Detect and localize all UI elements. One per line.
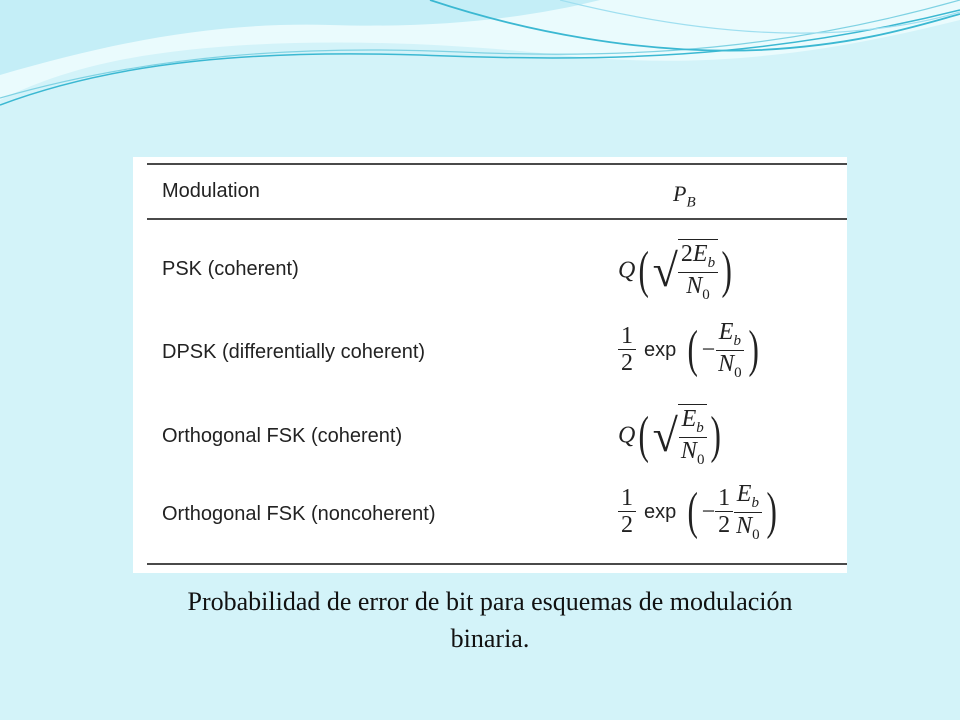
rparen: ) <box>748 321 759 379</box>
energy: E <box>736 481 752 507</box>
rparen: ) <box>710 406 722 464</box>
q-function: Q <box>618 257 636 284</box>
numerator <box>678 242 718 273</box>
pb-symbol: P <box>673 181 687 206</box>
noise: N <box>718 350 735 377</box>
numerator: 1 <box>618 324 636 350</box>
energy: E <box>681 406 697 432</box>
noise: N <box>680 437 697 464</box>
half-fraction <box>618 324 636 377</box>
noise-sub: 0 <box>752 526 760 543</box>
table-header-rule <box>147 218 847 220</box>
numerator <box>679 407 707 438</box>
numerator: 1 <box>715 486 733 512</box>
noise-sub: 0 <box>696 451 705 468</box>
row-fsk-coherent-formula <box>618 404 725 468</box>
fraction <box>678 242 718 303</box>
header-modulation: Modulation <box>162 180 260 202</box>
table-top-rule <box>147 163 847 165</box>
lparen: ( <box>687 483 699 541</box>
exp-function: exp <box>644 338 677 361</box>
table-bottom-rule <box>147 563 847 565</box>
pb-subscript: B <box>686 194 696 211</box>
lparen: ( <box>638 406 650 464</box>
sqrt <box>653 404 708 468</box>
denominator <box>733 513 763 543</box>
noise: N <box>686 272 703 299</box>
radicand <box>678 239 718 303</box>
row-psk-label: PSK (coherent) <box>162 258 299 280</box>
slide-caption: Probabilidad de error de bit para esquemas de modulación binaria. <box>187 587 793 653</box>
rparen: ) <box>766 483 777 541</box>
lparen: ( <box>687 321 699 379</box>
noise-sub: 0 <box>734 364 742 381</box>
radical: √ <box>652 244 678 296</box>
minus-sign: − <box>701 336 716 363</box>
half-fraction <box>618 486 636 539</box>
lparen: ( <box>638 241 650 299</box>
radicand <box>678 404 708 468</box>
row-fsk-coherent-label: Orthogonal FSK (coherent) <box>162 425 403 447</box>
denominator <box>715 351 745 381</box>
energy: E <box>692 241 708 267</box>
error-probability-table <box>133 157 847 573</box>
noise-sub: 0 <box>702 286 710 303</box>
fraction <box>715 320 745 381</box>
row-psk-formula <box>618 239 735 303</box>
radical: √ <box>652 409 678 461</box>
header-pb <box>673 181 696 211</box>
fraction <box>733 482 763 543</box>
denominator: 2 <box>621 512 633 539</box>
energy-sub: b <box>733 332 741 349</box>
denominator: 2 <box>718 512 731 539</box>
row-dpsk-label: DPSK (differentially coherent) <box>162 341 426 363</box>
coef: 2 <box>680 241 693 267</box>
energy: E <box>718 319 734 345</box>
denominator <box>678 438 708 468</box>
numerator <box>734 482 762 513</box>
energy-sub: b <box>707 254 716 271</box>
row-dpsk-formula <box>618 320 762 381</box>
numerator <box>716 320 744 351</box>
energy-sub: b <box>751 494 759 511</box>
minus-sign: − <box>701 498 716 525</box>
row-fsk-noncoherent-label: Orthogonal FSK (noncoherent) <box>162 503 436 525</box>
exp-function: exp <box>644 500 677 523</box>
half-fraction <box>715 486 733 539</box>
fraction <box>678 407 708 468</box>
sqrt <box>653 239 718 303</box>
energy-sub: b <box>696 419 704 436</box>
noise: N <box>736 512 753 539</box>
row-fsk-noncoherent-formula <box>618 482 780 543</box>
denominator <box>683 273 713 303</box>
rparen: ) <box>721 241 732 299</box>
denominator: 2 <box>621 350 633 377</box>
q-function: Q <box>618 422 636 449</box>
numerator: 1 <box>618 486 636 512</box>
